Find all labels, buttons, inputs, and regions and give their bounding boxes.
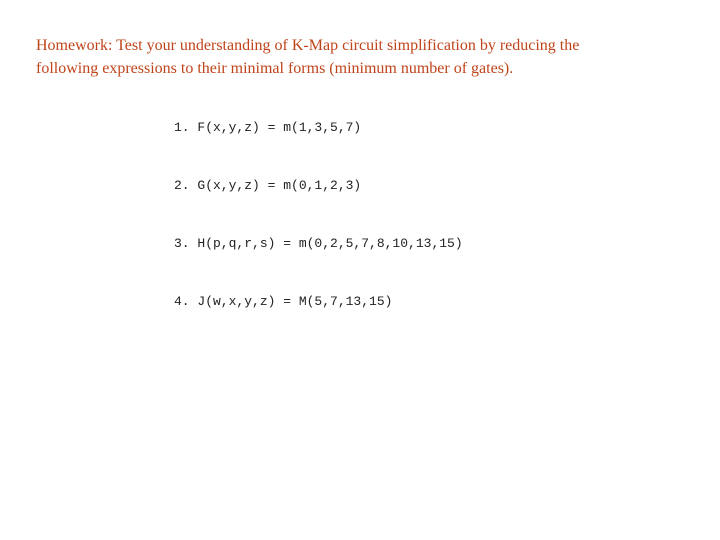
- homework-heading: [36, 34, 686, 80]
- problem-item-1: 1. F(x,y,z) = m(1,3,5,7): [174, 120, 362, 135]
- problem-item-4: 4. J(w,x,y,z) = M(5,7,13,15): [174, 294, 393, 309]
- homework-heading-line-2: following expressions to their minimal forms (minimum number of gates).: [36, 60, 514, 77]
- problem-item-3: 3. H(p,q,r,s) = m(0,2,5,7,8,10,13,15): [174, 236, 463, 251]
- homework-heading-line-1: Homework: Test your understanding of K-Map circuit simplification by reducing the: [36, 37, 580, 54]
- problem-list: [174, 118, 463, 350]
- problem-item-2: 2. G(x,y,z) = m(0,1,2,3): [174, 178, 362, 193]
